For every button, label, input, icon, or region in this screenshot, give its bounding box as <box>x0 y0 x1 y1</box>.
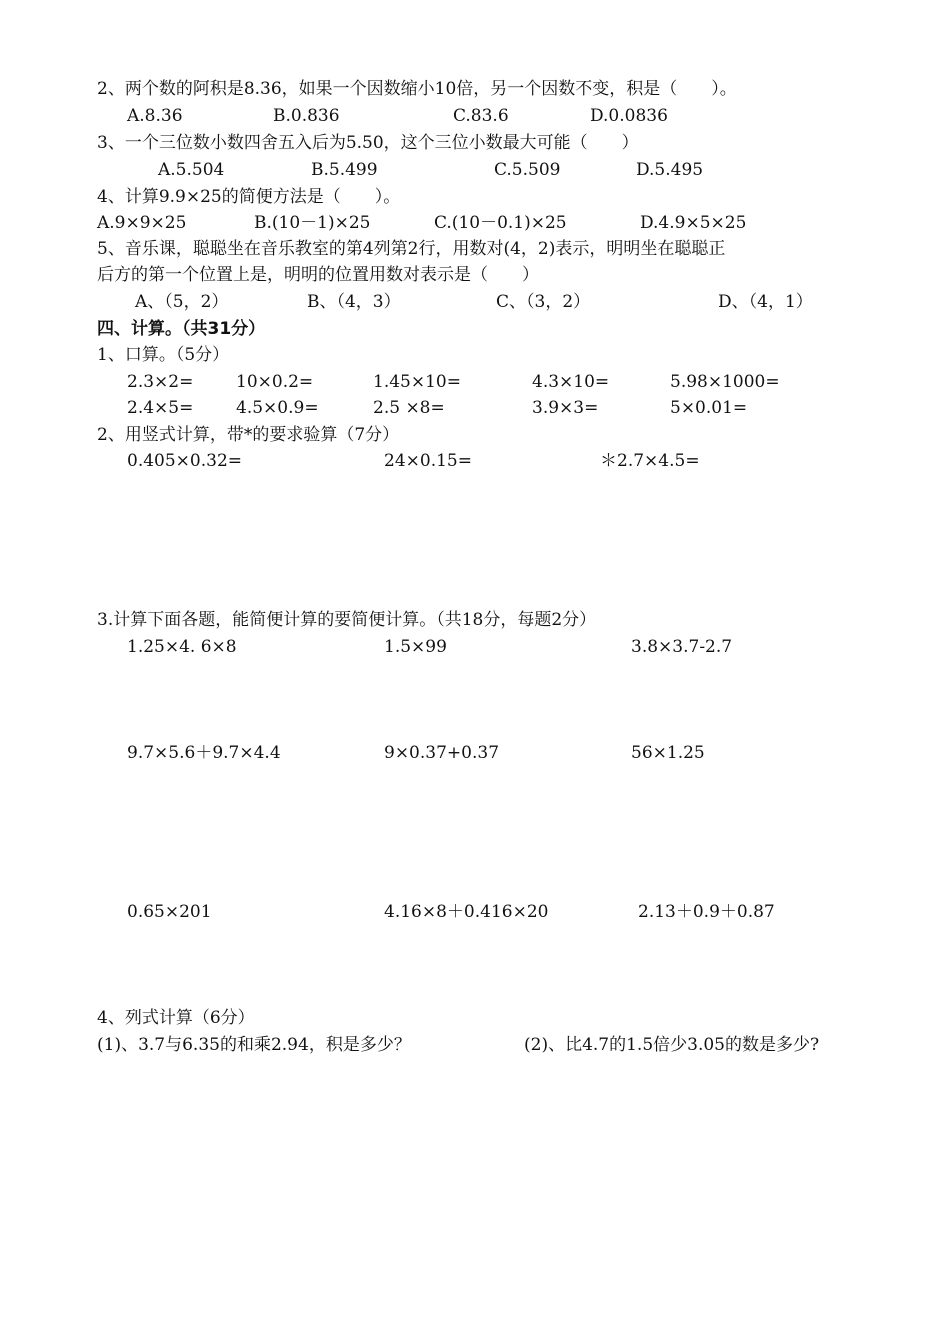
oral-item: 4.5×0.9= <box>236 398 319 418</box>
question-4-option-b: B.(10－1)×25 <box>254 213 371 233</box>
simplify-item: 9×0.37+0.37 <box>384 743 500 763</box>
question-3-stem: 3、一个三位数小数四舍五入后为5.50，这个三位小数最大可能（ ） <box>97 133 639 153</box>
question-5-stem-line-2: 后方的第一个位置上是，明明的位置用数对表示是（ ） <box>97 265 539 285</box>
oral-item: 2.4×5= <box>127 398 194 418</box>
question-2-option-a: A.8.36 <box>127 106 183 126</box>
vertical-item: 24×0.15= <box>384 451 472 471</box>
simplify-calculation-title: 3.计算下面各题，能简便计算的要简便计算。（共18分，每题2分） <box>97 610 597 630</box>
simplify-item: 0.65×201 <box>127 902 212 922</box>
expression-item-1: (1)、3.7与6.35的和乘2.94，积是多少？ <box>97 1035 411 1055</box>
oral-item: 2.5 ×8= <box>373 398 445 418</box>
simplify-item: 4.16×8＋0.416×20 <box>384 902 549 922</box>
expression-item-2: (2)、比4.7的1.5倍少3.05的数是多少? <box>524 1035 820 1055</box>
oral-calculation-title: 1、口算。（5分） <box>97 345 230 365</box>
question-5-option-c: C、（3，2） <box>496 292 591 312</box>
question-3-option-b: B.5.499 <box>311 160 378 180</box>
simplify-item: 56×1.25 <box>631 743 705 763</box>
simplify-item: 2.13＋0.9＋0.87 <box>638 902 775 922</box>
question-3-option-d: D.5.495 <box>636 160 704 180</box>
vertical-calculation-title: 2、用竖式计算，带*的要求验算（7分） <box>97 425 400 445</box>
simplify-item: 1.25×4. 6×8 <box>127 637 237 657</box>
vertical-item: 0.405×0.32= <box>127 451 243 471</box>
question-4-option-c: C.(10－0.1)×25 <box>434 213 567 233</box>
question-5-option-d: D、（4，1） <box>718 292 813 312</box>
vertical-item: ＊2.7×4.5= <box>600 451 700 471</box>
question-3-option-a: A.5.504 <box>158 160 225 180</box>
oral-item: 4.3×10= <box>532 372 610 392</box>
question-4-option-a: A.9×9×25 <box>97 213 187 233</box>
question-2-option-c: C.83.6 <box>453 106 509 126</box>
oral-item: 2.3×2= <box>127 372 194 392</box>
oral-item: 1.45×10= <box>373 372 461 392</box>
question-5-stem-line-1: 5、音乐课，聪聪坐在音乐教室的第4列第2行，用数对(4，2)表示，明明坐在聪聪正 <box>97 239 726 259</box>
oral-item: 5.98×1000= <box>670 372 780 392</box>
question-4-option-d: D.4.9×5×25 <box>640 213 747 233</box>
expression-calculation-title: 4、列式计算（6分） <box>97 1008 255 1028</box>
question-2-option-d: D.0.0836 <box>590 106 668 126</box>
question-2-stem: 2、两个数的阿积是8.36，如果一个因数缩小10倍，另一个因数不变，积是（ ）。 <box>97 79 737 99</box>
simplify-item: 1.5×99 <box>384 637 447 657</box>
simplify-item: 3.8×3.7-2.7 <box>631 637 733 657</box>
question-5-option-b: B、（4，3） <box>307 292 401 312</box>
question-4-stem: 4、计算9.9×25的简便方法是（ ）。 <box>97 187 401 207</box>
simplify-item: 9.7×5.6＋9.7×4.4 <box>127 743 281 763</box>
oral-item: 5×0.01= <box>670 398 748 418</box>
question-3-option-c: C.5.509 <box>494 160 561 180</box>
section-4-title: 四、计算。（共31分） <box>97 319 266 339</box>
question-5-option-a: A、（5，2） <box>135 292 229 312</box>
question-2-option-b: B.0.836 <box>273 106 340 126</box>
oral-item: 10×0.2= <box>236 372 314 392</box>
oral-item: 3.9×3= <box>532 398 599 418</box>
